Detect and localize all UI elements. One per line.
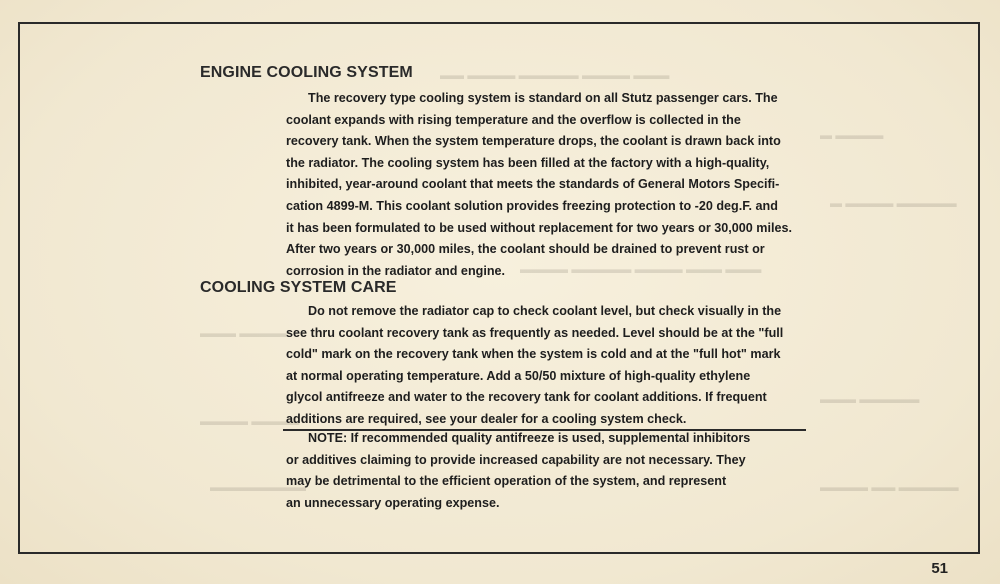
bleed-through-texture: ▬▬▬▬▬▬▬▬ xyxy=(210,480,306,494)
bleed-through-texture: ▬▬▬▬ ▬▬▬ xyxy=(200,326,288,340)
paragraph-line: an unnecessary operating expense. xyxy=(286,495,500,510)
bleed-through-texture: ▬▬▬▬▬ ▬▬▬▬ ▬ xyxy=(830,196,957,210)
engine-cooling-paragraph xyxy=(286,88,811,282)
bleed-through-texture: ▬▬▬ ▬▬▬ ▬▬▬▬ ▬▬▬▬▬ ▬▬▬▬ xyxy=(520,262,762,276)
paragraph-line: Do not remove the radiator cap to check coolant level, but check visually in the xyxy=(308,304,782,318)
paragraph-line: corrosion in the radiator and engine. xyxy=(286,263,506,278)
paragraph-line: glycol antifreeze and water to the recovery tank for coolant additions. If frequent xyxy=(286,390,767,405)
note-paragraph xyxy=(286,428,811,514)
paragraph-line: After two years or 30,000 miles, the coolant should be drained to prevent rust or xyxy=(286,242,765,257)
paragraph-line: may be detrimental to the efficient operation of the system, and represent xyxy=(286,474,727,489)
cooling-care-paragraph xyxy=(286,301,811,431)
paragraph-line: the radiator. The cooling system has been filled at the factory with a high-quality, xyxy=(286,155,770,170)
paragraph-line: coolant expands with rising temperature and the overflow is collected in the xyxy=(286,112,741,127)
section-heading-cooling-care: COOLING SYSTEM CARE xyxy=(200,279,397,296)
paragraph-line: inhibited, year-around coolant that meets the standards of General Motors Specifi- xyxy=(286,177,780,192)
paragraph-line: see thru coolant recovery tank as frequently as needed. Level should be at the "full xyxy=(286,325,784,340)
bleed-through-texture: ▬▬▬▬▬ ▬▬ ▬▬▬▬ xyxy=(820,480,959,494)
paragraph-line: cold" mark on the recovery tank when the system is cold and at the "full hot" mark xyxy=(286,347,781,362)
bleed-through-texture: ▬▬▬▬ ▬ xyxy=(820,128,884,142)
paragraph-line: it has been formulated to be used without replacement for two years or 30,000 miles. xyxy=(286,220,792,235)
paragraph-line: at normal operating temperature. Add a 50/50 mixture of high-quality ethylene xyxy=(286,368,751,383)
bleed-through-texture: ▬▬▬ ▬▬▬▬ ▬▬▬▬▬ ▬▬▬▬ ▬▬ xyxy=(440,68,670,82)
paragraph-line: cation 4899-M. This coolant solution provides freezing protection to -20 deg.F. and xyxy=(286,198,778,213)
paragraph-line: NOTE: If recommended quality antifreeze is used, supplemental inhibitors xyxy=(308,431,751,445)
paragraph-line: The recovery type cooling system is standard on all Stutz passenger cars. The xyxy=(308,91,778,105)
paragraph-line: additions are required, see your dealer for a cooling system check. xyxy=(286,411,687,426)
section-heading-engine-cooling: ENGINE COOLING SYSTEM xyxy=(200,64,413,81)
bleed-through-texture: ▬▬▬▬▬ ▬▬▬ xyxy=(820,392,920,406)
page-number: 51 xyxy=(931,560,948,577)
paragraph-line: or additives claiming to provide increased capability are not necessary. They xyxy=(286,452,746,467)
bleed-through-texture: ▬▬▬▬ ▬▬▬▬ xyxy=(200,414,300,428)
paragraph-line: recovery tank. When the system temperature drops, the coolant is drawn back into xyxy=(286,134,781,149)
